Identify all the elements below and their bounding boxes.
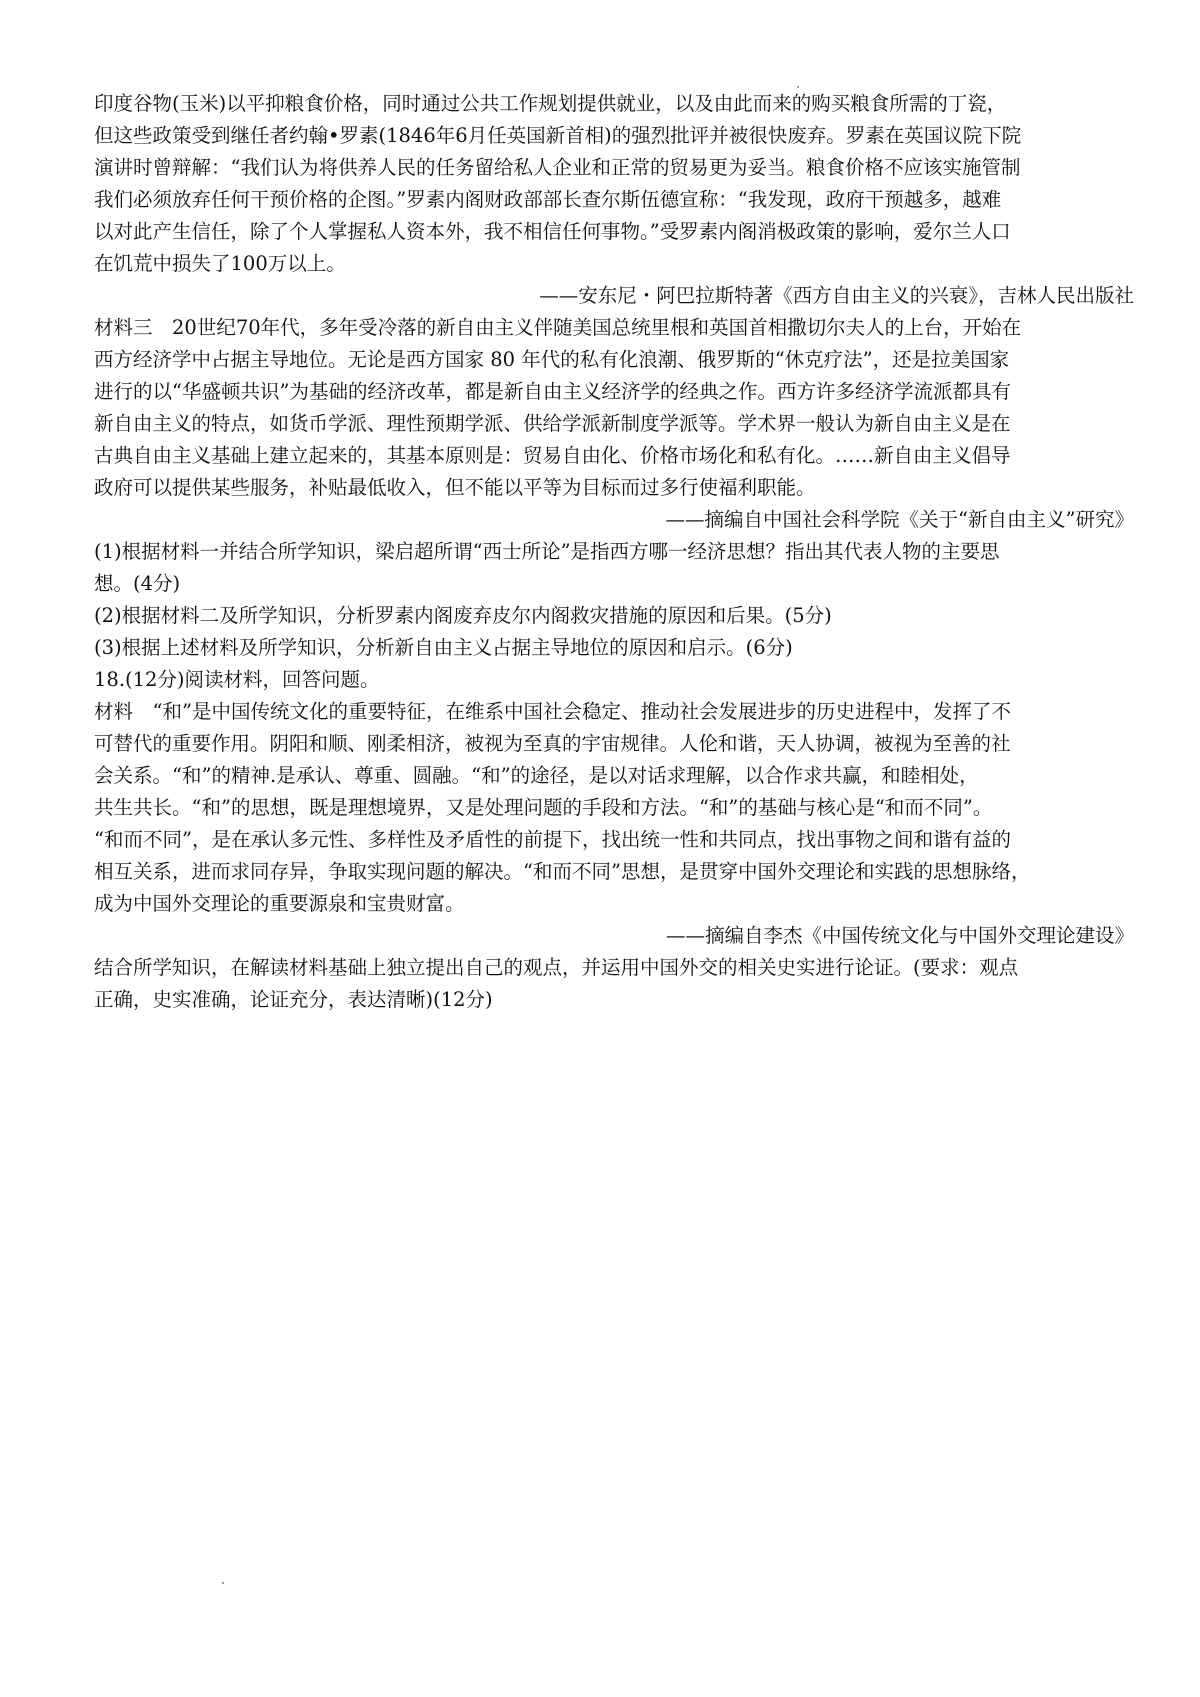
text-line: 进行的以“华盛顿共识”为基础的经济改革，都是新自由主义经济学的经典之作。西方许多经济学流派都具有 [94, 380, 1011, 403]
text-line: 政府可以提供某些服务，补贴最低收入，但不能以平等为目标而过多行使福利职能。 [94, 476, 816, 499]
text-line: 成为中国外交理论的重要源泉和宝贵财富。 [94, 892, 465, 915]
text-line: 新自由主义的特点，如货币学派、理性预期学派、供给学派新制度学派等。学术界一般认为新自由主义是在 [94, 412, 1011, 435]
text-line: 相互关系，进而求同存异，争取实现问题的解决。“和而不同”思想，是贯穿中国外交理论和实践的思想脉络， [94, 860, 1031, 883]
question-line: 想。(4分) [94, 572, 181, 595]
text-line: “和而不同”，是在承认多元性、多样性及矛盾性的前提下，找出统一性和共同点，找出事物之间和谐有益的 [94, 828, 1011, 851]
text-line: 材料 “和”是中国传统文化的重要特征，在维系中国社会稳定、推动社会发展进步的历史进程中，发挥了不 [94, 700, 1011, 723]
text-line: 共生共长。“和”的思想，既是理想境界，又是处理问题的手段和方法。“和”的基础与核心是“和而不同”。 [94, 796, 993, 819]
source-citation: ——摘编自中国社会科学院《关于“新自由主义”研究》 [665, 508, 1134, 531]
text-line: 材料三 20世纪70年代，多年受冷落的新自由主义伴随美国总统里根和英国首相撒切尔夫人的上台，开始在 [94, 316, 1022, 339]
question-line: 正确，史实准确，论证充分，表达清晰)(12分) [94, 988, 493, 1011]
text-line: 但这些政策受到继任者约翰•罗素(1846年6月任英国新首相)的强烈批评并被很快废弃。罗素在英国议院下院 [94, 124, 1022, 147]
text-line: 在饥荒中损失了100万以上。 [94, 252, 346, 275]
question-line: (1)根据材料一并结合所学知识，梁启超所谓“西士所论”是指西方哪一经济思想？指出其代表人物的主要思 [94, 540, 1000, 563]
text-line: 可替代的重要作用。阴阳和顺、刚柔相济，被视为至真的宇宙规律。人伦和谐，天人协调，被视为至善的社 [94, 732, 1011, 755]
question-heading: 18.(12分)阅读材料，回答问题。 [94, 668, 380, 691]
scan-speck [222, 1582, 224, 1584]
text-line: 印度谷物(玉米)以平抑粮食价格，同时通过公共工作规划提供就业，以及由此而来的购买粮食所需的丁瓷， [94, 92, 1007, 115]
text-line: 我们必须放弃任何干预价格的企图。”罗素内阁财政部部长查尔斯伍德宣称：“我发现，政府干预越多，越难 [94, 188, 1002, 211]
exam-text-body [94, 88, 1134, 1016]
question-line: 结合所学知识，在解读材料基础上独立提出自己的观点，并运用中国外交的相关史实进行论证。(要求：观点 [94, 956, 1019, 979]
question-line: (2)根据材料二及所学知识，分析罗素内阁废弃皮尔内阁救灾措施的原因和后果。(5分) [94, 604, 832, 627]
source-citation: ——摘编自李杰《中国传统文化与中国外交理论建设》 [665, 924, 1134, 947]
text-line: 演讲时曾辩解：“我们认为将供养人民的任务留给私人企业和正常的贸易更为妥当。粮食价格不应该实施管制 [94, 156, 1021, 179]
text-line: 西方经济学中占据主导地位。无论是西方国家 80 年代的私有化浪潮、俄罗斯的“休克疗法”，还是拉美国家 [94, 348, 1010, 371]
text-line: 会关系。“和”的精神.是承认、尊重、圆融。“和”的途径，是以对话求理解，以合作求共赢，和睦相处， [94, 764, 979, 787]
source-citation: ——安东尼・阿巴拉斯特著《西方自由主义的兴衰》，吉林人民出版社 [539, 284, 1134, 307]
text-line: 古典自由主义基础上建立起来的，其基本原则是：贸易自由化、价格市场化和私有化。……新自由主义倡导 [94, 444, 1011, 467]
question-line: (3)根据上述材料及所学知识，分析新自由主义占据主导地位的原因和启示。(6分) [94, 636, 793, 659]
text-line: 以对此产生信任，除了个人掌握私人资本外，我不相信任何事物。”受罗素内阁消极政策的影响，爱尔兰人口 [94, 220, 1011, 243]
